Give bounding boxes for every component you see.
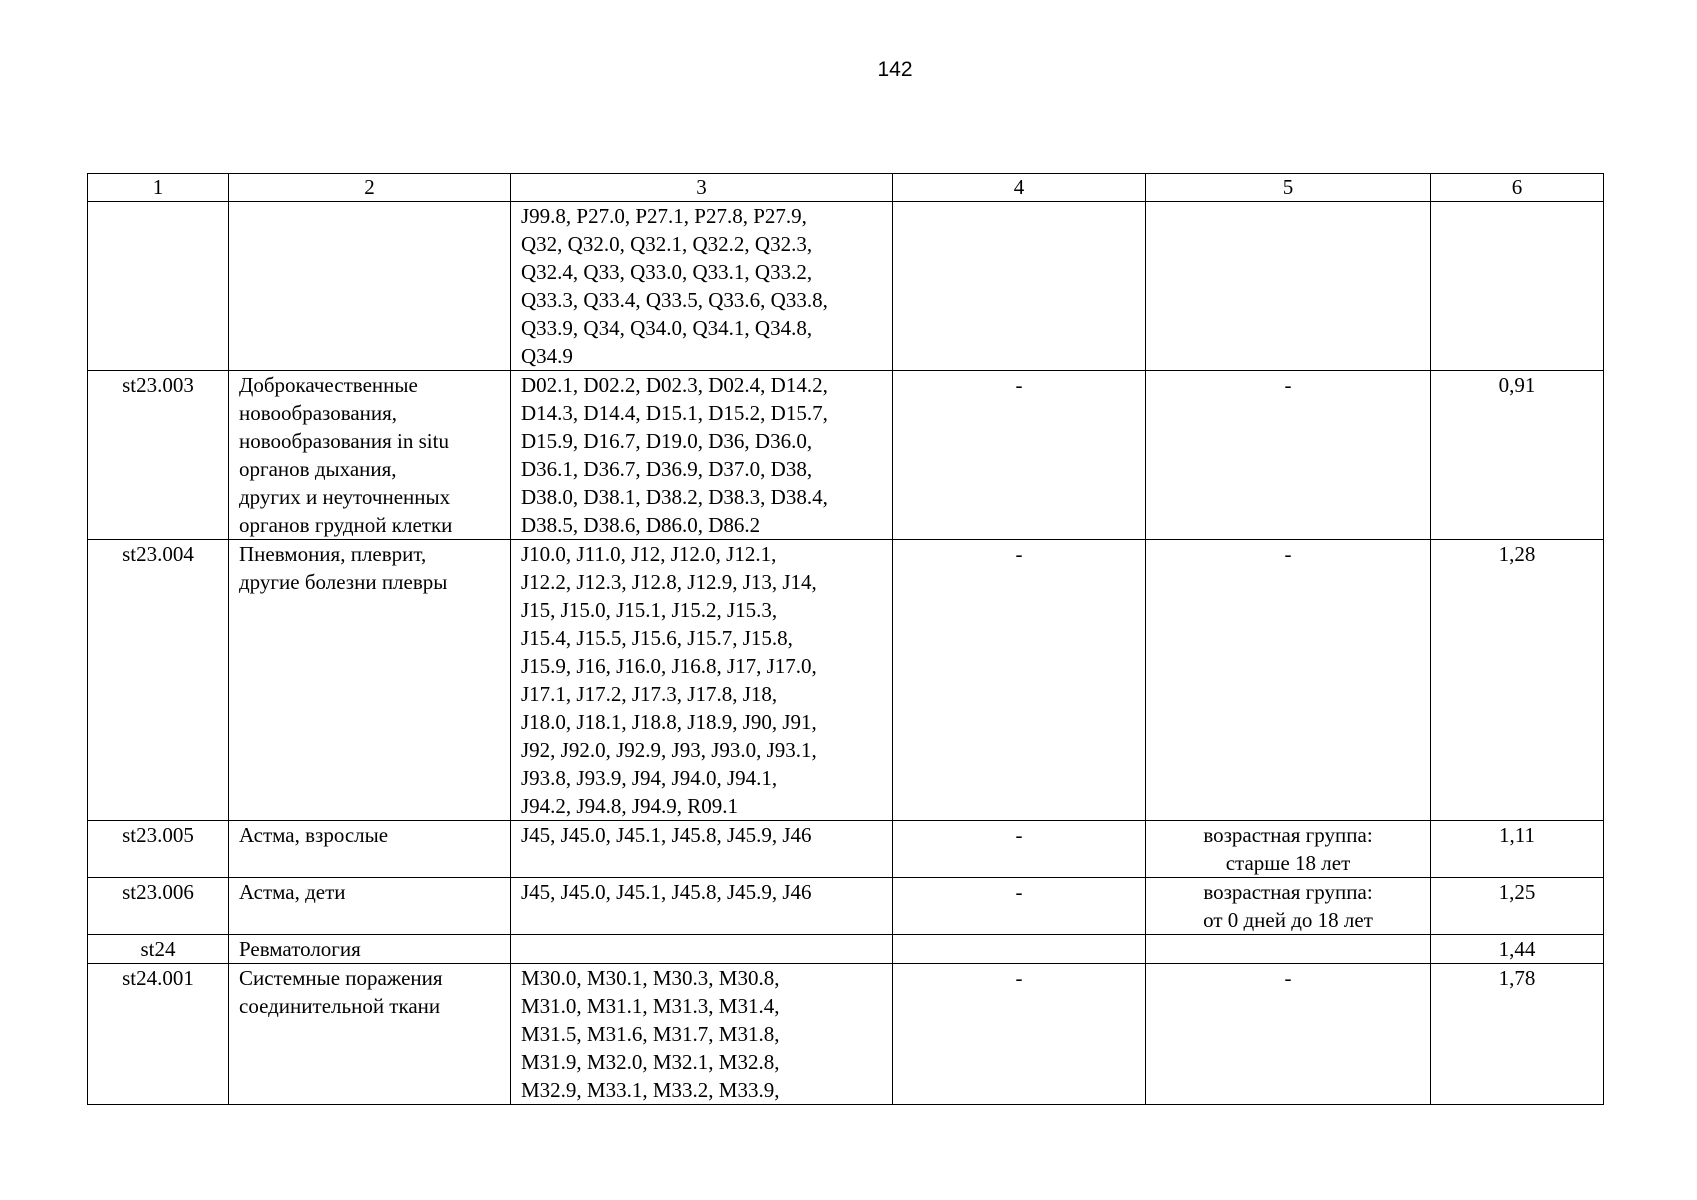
ksg-code: st23.006: [88, 878, 229, 935]
ksg-name: Астма, взрослые: [229, 821, 511, 878]
column-5-value: [1146, 202, 1431, 371]
ksg-code: st23.005: [88, 821, 229, 878]
ksg-code: st24: [88, 935, 229, 964]
coefficient: 1,78: [1431, 964, 1604, 1105]
ksg-name: Системные поражения соединительной ткани: [229, 964, 511, 1105]
diagnosis-codes: J10.0, J11.0, J12, J12.0, J12.1, J12.2, J12.3, J12.8, J12.9, J13, J14, J15, J15.0, J15.1, J15.2, J15.3, J15.4, J15.5, J15.6, J15.7, J15.8, J15.9, J16, J16.0, J16.8, J17, J17.0, J17.1, J17.2, J17.3, J17.8, J18, J18.0, J18.1, J18.8, J18.9, J90, J91, J92, J92.0, J92.9, J93, J93.0, J93.1, J93.8, J93.9, J94, J94.0, J94.1, J94.2, J94.8, J94.9, R09.1: [511, 540, 893, 821]
coefficient: 0,91: [1431, 371, 1604, 540]
table-row: [88, 540, 1604, 821]
table-row: [88, 964, 1604, 1105]
column-4-value: -: [893, 371, 1146, 540]
header-cell-5: 5: [1146, 174, 1431, 202]
column-5-value: -: [1146, 540, 1431, 821]
column-5-value: -: [1146, 964, 1431, 1105]
column-5-value: возрастная группа: от 0 дней до 18 лет: [1146, 878, 1431, 935]
ksg-name: [229, 202, 511, 371]
column-4-value: [893, 935, 1146, 964]
ksg-name: Доброкачественные новообразования, новообразования in situ органов дыхания, других и неуточненных органов грудной клетки: [229, 371, 511, 540]
coefficient: 1,44: [1431, 935, 1604, 964]
diagnosis-codes: [511, 935, 893, 964]
column-4-value: -: [893, 540, 1146, 821]
coefficient: 1,11: [1431, 821, 1604, 878]
coefficient: 1,28: [1431, 540, 1604, 821]
coefficient: [1431, 202, 1604, 371]
ksg-code: st24.001: [88, 964, 229, 1105]
ksg-code: st23.004: [88, 540, 229, 821]
header-row: [88, 174, 1604, 202]
column-5-value: [1146, 935, 1431, 964]
table-row: [88, 821, 1604, 878]
table-row: [88, 202, 1604, 371]
column-4-value: -: [893, 964, 1146, 1105]
column-4-value: -: [893, 821, 1146, 878]
page-number: 142: [877, 58, 913, 81]
column-5-value: возрастная группа: старше 18 лет: [1146, 821, 1431, 878]
diagnosis-codes: M30.0, M30.1, M30.3, M30.8, M31.0, M31.1, M31.3, M31.4, M31.5, M31.6, M31.7, M31.8, M31.9, M32.0, M32.1, M32.8, M32.9, M33.1, M33.2, M33.9,: [511, 964, 893, 1105]
diagnosis-codes: D02.1, D02.2, D02.3, D02.4, D14.2, D14.3, D14.4, D15.1, D15.2, D15.7, D15.9, D16.7, D19.0, D36, D36.0, D36.1, D36.7, D36.9, D37.0, D38, D38.0, D38.1, D38.2, D38.3, D38.4, D38.5, D38.6, D86.0, D86.2: [511, 371, 893, 540]
table-row: [88, 935, 1604, 964]
tariff-table: [87, 173, 1604, 1105]
ksg-code: [88, 202, 229, 371]
ksg-code: st23.003: [88, 371, 229, 540]
ksg-name: Ревматология: [229, 935, 511, 964]
column-4-value: [893, 202, 1146, 371]
column-5-value: -: [1146, 371, 1431, 540]
header-cell-2: 2: [229, 174, 511, 202]
header-cell-4: 4: [893, 174, 1146, 202]
diagnosis-codes: J99.8, P27.0, P27.1, P27.8, P27.9, Q32, Q32.0, Q32.1, Q32.2, Q32.3, Q32.4, Q33, Q33.0, Q33.1, Q33.2, Q33.3, Q33.4, Q33.5, Q33.6, Q33.8, Q33.9, Q34, Q34.0, Q34.1, Q34.8, Q34.9: [511, 202, 893, 371]
diagnosis-codes: J45, J45.0, J45.1, J45.8, J45.9, J46: [511, 878, 893, 935]
header-cell-3: 3: [511, 174, 893, 202]
coefficient: 1,25: [1431, 878, 1604, 935]
header-cell-6: 6: [1431, 174, 1604, 202]
table-row: [88, 371, 1604, 540]
header-cell-1: 1: [88, 174, 229, 202]
ksg-name: Пневмония, плеврит, другие болезни плевры: [229, 540, 511, 821]
diagnosis-codes: J45, J45.0, J45.1, J45.8, J45.9, J46: [511, 821, 893, 878]
column-4-value: -: [893, 878, 1146, 935]
ksg-name: Астма, дети: [229, 878, 511, 935]
table-row: [88, 878, 1604, 935]
